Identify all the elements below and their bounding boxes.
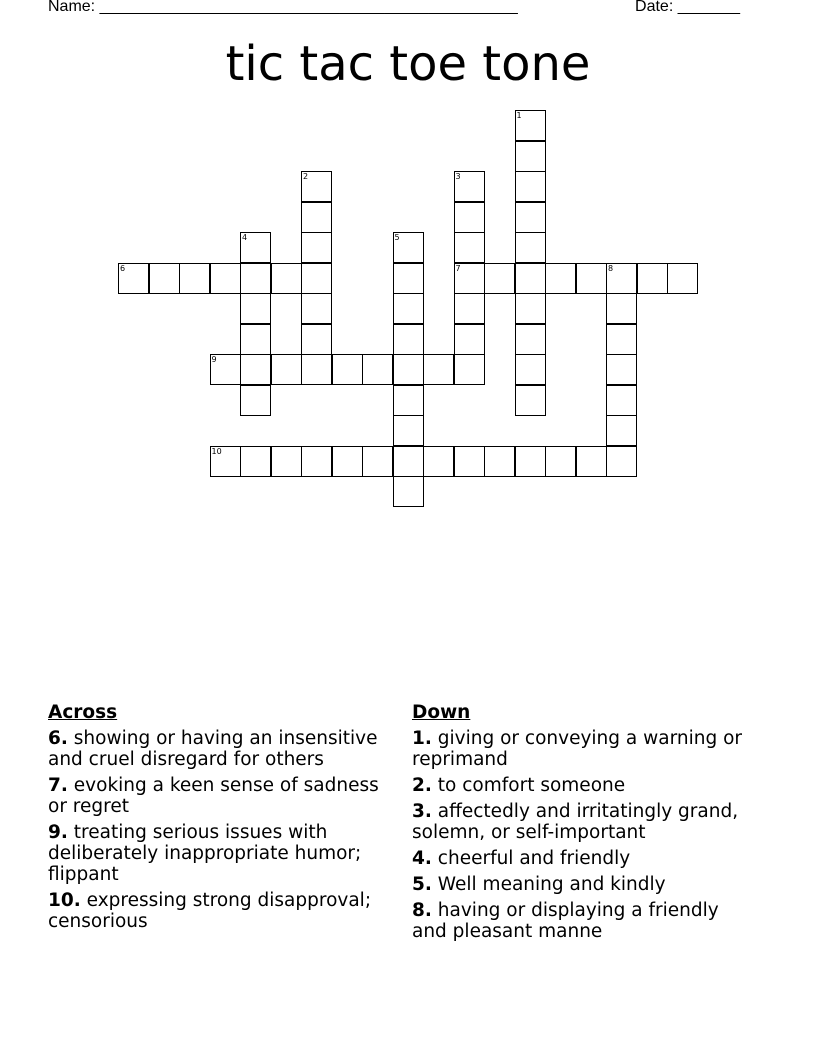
- grid-cell[interactable]: [393, 263, 424, 294]
- grid-cell[interactable]: [454, 202, 485, 233]
- clue-text: to comfort someone: [437, 775, 626, 796]
- clue-text: expressing strong disapproval; censorious: [48, 890, 372, 932]
- grid-cell[interactable]: [149, 263, 180, 294]
- grid-cell[interactable]: [484, 263, 515, 294]
- clue-text: treating serious issues with deliberately inappropriate humor; flippant: [48, 822, 362, 885]
- grid-cell[interactable]: [301, 324, 332, 355]
- down-heading: Down: [412, 702, 471, 723]
- clue-number: 6: [120, 263, 126, 273]
- grid-cell[interactable]: [332, 446, 363, 477]
- grid-cell[interactable]: [576, 263, 607, 294]
- grid-cell[interactable]: [454, 171, 485, 202]
- grid-cell[interactable]: [332, 354, 363, 385]
- grid-cell[interactable]: [576, 446, 607, 477]
- clue-number: 1: [516, 111, 522, 120]
- grid-cell[interactable]: [210, 263, 241, 294]
- grid-cell[interactable]: [240, 293, 271, 324]
- clue-number: 5: [394, 233, 400, 242]
- clue-number-label: 4.: [412, 848, 432, 869]
- grid-cell[interactable]: [240, 324, 271, 355]
- grid-cell[interactable]: [301, 232, 332, 263]
- grid-cell[interactable]: [606, 263, 637, 294]
- grid-cell[interactable]: [301, 202, 332, 233]
- clue-text: evoking a keen sense of sadness or regret: [48, 775, 379, 817]
- grid-cell[interactable]: [606, 354, 637, 385]
- grid-cell[interactable]: [606, 415, 637, 446]
- grid-cell[interactable]: [393, 476, 424, 507]
- across-clues: [48, 702, 393, 937]
- clue-text: having or displaying a friendly and pleasant manne: [412, 900, 719, 942]
- grid-cell[interactable]: [393, 324, 424, 355]
- grid-cell[interactable]: [393, 446, 424, 477]
- grid-cell[interactable]: [301, 263, 332, 294]
- grid-cell[interactable]: [240, 263, 271, 294]
- grid-cell[interactable]: [240, 446, 271, 477]
- grid-cell[interactable]: [515, 293, 546, 324]
- clue-number-label: 8.: [412, 900, 432, 921]
- grid-cell[interactable]: [515, 354, 546, 385]
- grid-cell[interactable]: [210, 446, 241, 477]
- clue-number: 10: [211, 446, 222, 456]
- grid-cell[interactable]: [484, 446, 515, 477]
- grid-cell[interactable]: [454, 263, 485, 294]
- grid-cell[interactable]: [606, 324, 637, 355]
- down-clue: [412, 775, 757, 796]
- across-clue: [48, 822, 393, 885]
- grid-cell[interactable]: [393, 354, 424, 385]
- grid-cell[interactable]: [515, 171, 546, 202]
- across-heading: Across: [48, 702, 118, 723]
- grid-cell[interactable]: [667, 263, 698, 294]
- grid-cell[interactable]: [271, 446, 302, 477]
- grid-cell[interactable]: [454, 446, 485, 477]
- grid-cell[interactable]: [423, 354, 454, 385]
- grid-cell[interactable]: [301, 171, 332, 202]
- grid-cell[interactable]: [362, 446, 393, 477]
- puzzle-title: tic tac toe tone: [225, 36, 591, 92]
- date-field-label[interactable]: Date: _______: [635, 0, 740, 15]
- grid-cell[interactable]: [454, 293, 485, 324]
- grid-cell[interactable]: [179, 263, 210, 294]
- grid-cell[interactable]: [606, 293, 637, 324]
- grid-cell[interactable]: [118, 263, 149, 294]
- grid-cell[interactable]: [240, 232, 271, 263]
- clue-number-label: 6.: [48, 728, 68, 749]
- grid-cell[interactable]: [362, 354, 393, 385]
- grid-cell[interactable]: [606, 385, 637, 416]
- clue-text: cheerful and friendly: [437, 848, 631, 869]
- grid-cell[interactable]: [515, 385, 546, 416]
- clue-number-label: 10.: [48, 890, 81, 911]
- down-clue: [412, 728, 757, 770]
- grid-cell[interactable]: [301, 446, 332, 477]
- clue-number-label: 3.: [412, 801, 432, 822]
- clue-number: 3: [455, 172, 461, 181]
- grid-cell[interactable]: [393, 415, 424, 446]
- across-clue: [48, 728, 393, 770]
- grid-cell[interactable]: [393, 385, 424, 416]
- grid-cell[interactable]: [545, 263, 576, 294]
- grid-cell[interactable]: [637, 263, 668, 294]
- down-clue: [412, 848, 757, 869]
- clue-number: 2: [303, 172, 309, 181]
- grid-cell[interactable]: [454, 354, 485, 385]
- clue-number-label: 5.: [412, 874, 432, 895]
- clue-number: 9: [211, 355, 217, 364]
- grid-cell[interactable]: [454, 232, 485, 263]
- grid-cell[interactable]: [454, 324, 485, 355]
- grid-cell[interactable]: [210, 354, 241, 385]
- grid-cell[interactable]: [606, 446, 637, 477]
- grid-cell[interactable]: [515, 232, 546, 263]
- grid-cell[interactable]: [240, 385, 271, 416]
- clue-number-label: 2.: [412, 775, 432, 796]
- across-clue: [48, 775, 393, 817]
- grid-cell[interactable]: [393, 293, 424, 324]
- grid-cell[interactable]: [515, 202, 546, 233]
- clue-number-label: 7.: [48, 775, 68, 796]
- grid-cell[interactable]: [515, 324, 546, 355]
- across-clue: [48, 890, 393, 932]
- down-clue: [412, 874, 757, 895]
- clue-text: Well meaning and kindly: [437, 874, 666, 895]
- grid-cell[interactable]: [545, 446, 576, 477]
- grid-cell[interactable]: [240, 354, 271, 385]
- grid-cell[interactable]: [515, 110, 546, 141]
- down-clue: [412, 900, 757, 942]
- down-clue: [412, 801, 757, 843]
- grid-cell[interactable]: [271, 354, 302, 385]
- clue-number: 4: [242, 233, 248, 242]
- grid-cell[interactable]: [301, 354, 332, 385]
- grid-cell[interactable]: [515, 141, 546, 172]
- grid-cell[interactable]: [515, 263, 546, 294]
- clue-text: giving or conveying a warning or reprimand: [412, 728, 743, 770]
- grid-cell[interactable]: [301, 293, 332, 324]
- grid-cell[interactable]: [393, 232, 424, 263]
- clue-number: 7: [455, 263, 461, 273]
- name-field-label[interactable]: Name: _______________________________________________: [48, 0, 518, 15]
- clue-number: 8: [608, 263, 614, 273]
- clue-text: showing or having an insensitive and cruel disregard for others: [48, 728, 378, 770]
- clue-number-label: 1.: [412, 728, 432, 749]
- down-clue-list: [412, 728, 757, 942]
- clue-number-label: 9.: [48, 822, 68, 843]
- across-clue-list: [48, 728, 393, 932]
- grid-cell[interactable]: [423, 446, 454, 477]
- clue-text: affectedly and irritatingly grand, solemn, or self-important: [412, 801, 739, 843]
- grid-cell[interactable]: [515, 446, 546, 477]
- down-clues: [412, 702, 757, 947]
- grid-cell[interactable]: [271, 263, 302, 294]
